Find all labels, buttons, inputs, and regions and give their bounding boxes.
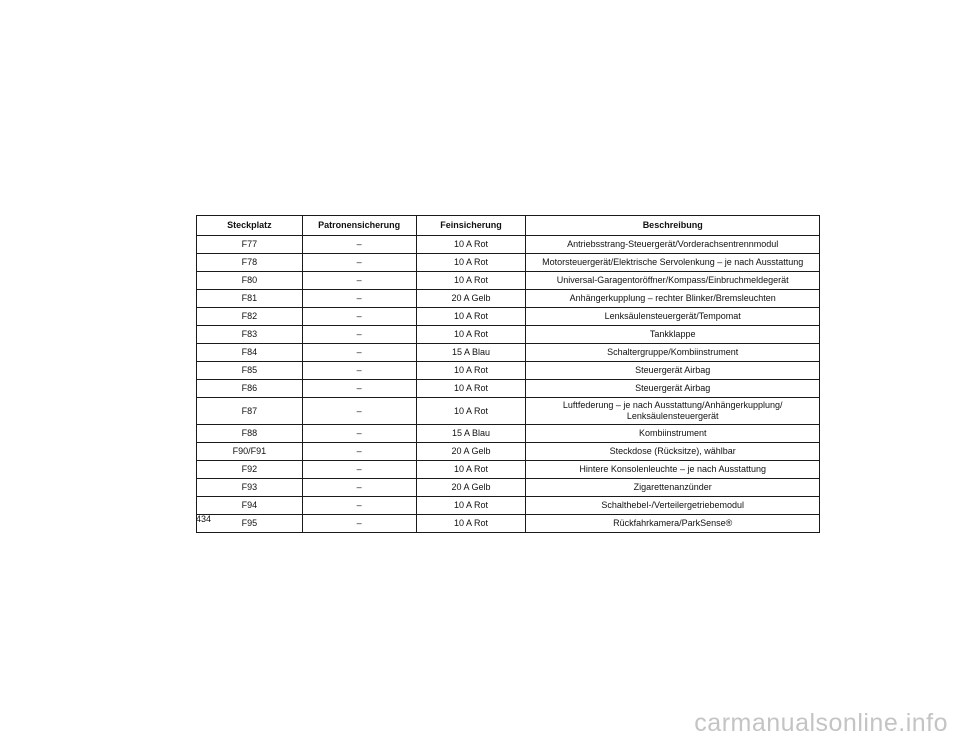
- cell-mini: 20 A Gelb: [416, 290, 526, 308]
- cell-description: Rückfahrkamera/ParkSense®: [526, 515, 820, 533]
- table-row: [197, 425, 820, 443]
- cell-slot: F81: [197, 290, 303, 308]
- cell-description: Tankklappe: [526, 326, 820, 344]
- cell-description: Schaltergruppe/Kombiinstrument: [526, 344, 820, 362]
- table-row: [197, 236, 820, 254]
- cell-cartridge: –: [302, 326, 416, 344]
- cell-slot: F88: [197, 425, 303, 443]
- cell-cartridge: –: [302, 290, 416, 308]
- cell-cartridge: –: [302, 380, 416, 398]
- cell-description: Steuergerät Airbag: [526, 362, 820, 380]
- cell-slot: F94: [197, 497, 303, 515]
- header-beschreibung: Beschreibung: [526, 216, 820, 236]
- cell-cartridge: –: [302, 254, 416, 272]
- table-row: [197, 344, 820, 362]
- cell-cartridge: –: [302, 236, 416, 254]
- table-row: [197, 254, 820, 272]
- header-patronensicherung: Patronensicherung: [302, 216, 416, 236]
- cell-description: Schalthebel-/Verteilergetriebemodul: [526, 497, 820, 515]
- table-row: [197, 461, 820, 479]
- cell-mini: 10 A Rot: [416, 380, 526, 398]
- cell-description: Hintere Konsolenleuchte – je nach Ausstattung: [526, 461, 820, 479]
- cell-description: Lenksäulensteuergerät/Tempomat: [526, 308, 820, 326]
- table-row: [197, 443, 820, 461]
- cell-slot: F87: [197, 398, 303, 425]
- cell-description: Luftfederung – je nach Ausstattung/Anhängerkupplung/ Lenksäulensteuergerät: [526, 398, 820, 425]
- cell-cartridge: –: [302, 497, 416, 515]
- cell-mini: 20 A Gelb: [416, 479, 526, 497]
- cell-description: Universal-Garagentoröffner/Kompass/Einbruchmeldegerät: [526, 272, 820, 290]
- table-row: [197, 479, 820, 497]
- watermark-text: carmanualsonline.info: [694, 709, 948, 737]
- cell-mini: 10 A Rot: [416, 308, 526, 326]
- cell-slot: F86: [197, 380, 303, 398]
- cell-cartridge: –: [302, 461, 416, 479]
- cell-cartridge: –: [302, 272, 416, 290]
- cell-slot: F78: [197, 254, 303, 272]
- cell-slot: F83: [197, 326, 303, 344]
- cell-cartridge: –: [302, 443, 416, 461]
- cell-description: Antriebsstrang-Steuergerät/Vorderachsentrennmodul: [526, 236, 820, 254]
- cell-slot: F90/F91: [197, 443, 303, 461]
- cell-mini: 10 A Rot: [416, 272, 526, 290]
- page-number: 434: [196, 514, 212, 524]
- cell-slot: F92: [197, 461, 303, 479]
- table-row: [197, 515, 820, 533]
- cell-mini: 10 A Rot: [416, 236, 526, 254]
- cell-mini: 10 A Rot: [416, 362, 526, 380]
- cell-description: Anhängerkupplung – rechter Blinker/Bremsleuchten: [526, 290, 820, 308]
- cell-mini: 10 A Rot: [416, 326, 526, 344]
- cell-mini: 10 A Rot: [416, 515, 526, 533]
- cell-cartridge: –: [302, 398, 416, 425]
- cell-mini: 10 A Rot: [416, 398, 526, 425]
- cell-cartridge: –: [302, 308, 416, 326]
- cell-cartridge: –: [302, 515, 416, 533]
- cell-mini: 10 A Rot: [416, 461, 526, 479]
- cell-description: Motorsteuergerät/Elektrische Servolenkung – je nach Ausstattung: [526, 254, 820, 272]
- cell-mini: 10 A Rot: [416, 254, 526, 272]
- header-steckplatz: Steckplatz: [197, 216, 303, 236]
- cell-slot: F95: [197, 515, 303, 533]
- cell-mini: 15 A Blau: [416, 425, 526, 443]
- cell-mini: 20 A Gelb: [416, 443, 526, 461]
- table-row: [197, 326, 820, 344]
- cell-mini: 10 A Rot: [416, 497, 526, 515]
- table-row: [197, 380, 820, 398]
- cell-description: Steckdose (Rücksitze), wählbar: [526, 443, 820, 461]
- cell-slot: F77: [197, 236, 303, 254]
- cell-mini: 15 A Blau: [416, 344, 526, 362]
- table-row: [197, 308, 820, 326]
- table-header-row: [197, 216, 820, 236]
- cell-cartridge: –: [302, 344, 416, 362]
- cell-cartridge: –: [302, 425, 416, 443]
- cell-cartridge: –: [302, 362, 416, 380]
- table-row: [197, 362, 820, 380]
- cell-slot: F80: [197, 272, 303, 290]
- cell-slot: F85: [197, 362, 303, 380]
- table-row: [197, 290, 820, 308]
- cell-slot: F84: [197, 344, 303, 362]
- header-feinsicherung: Feinsicherung: [416, 216, 526, 236]
- cell-description: Steuergerät Airbag: [526, 380, 820, 398]
- cell-slot: F93: [197, 479, 303, 497]
- table-row: [197, 497, 820, 515]
- cell-cartridge: –: [302, 479, 416, 497]
- cell-slot: F82: [197, 308, 303, 326]
- fuse-table: [196, 215, 820, 533]
- cell-description: Zigarettenanzünder: [526, 479, 820, 497]
- table-row: [197, 398, 820, 425]
- cell-description: Kombiinstrument: [526, 425, 820, 443]
- table-row: [197, 272, 820, 290]
